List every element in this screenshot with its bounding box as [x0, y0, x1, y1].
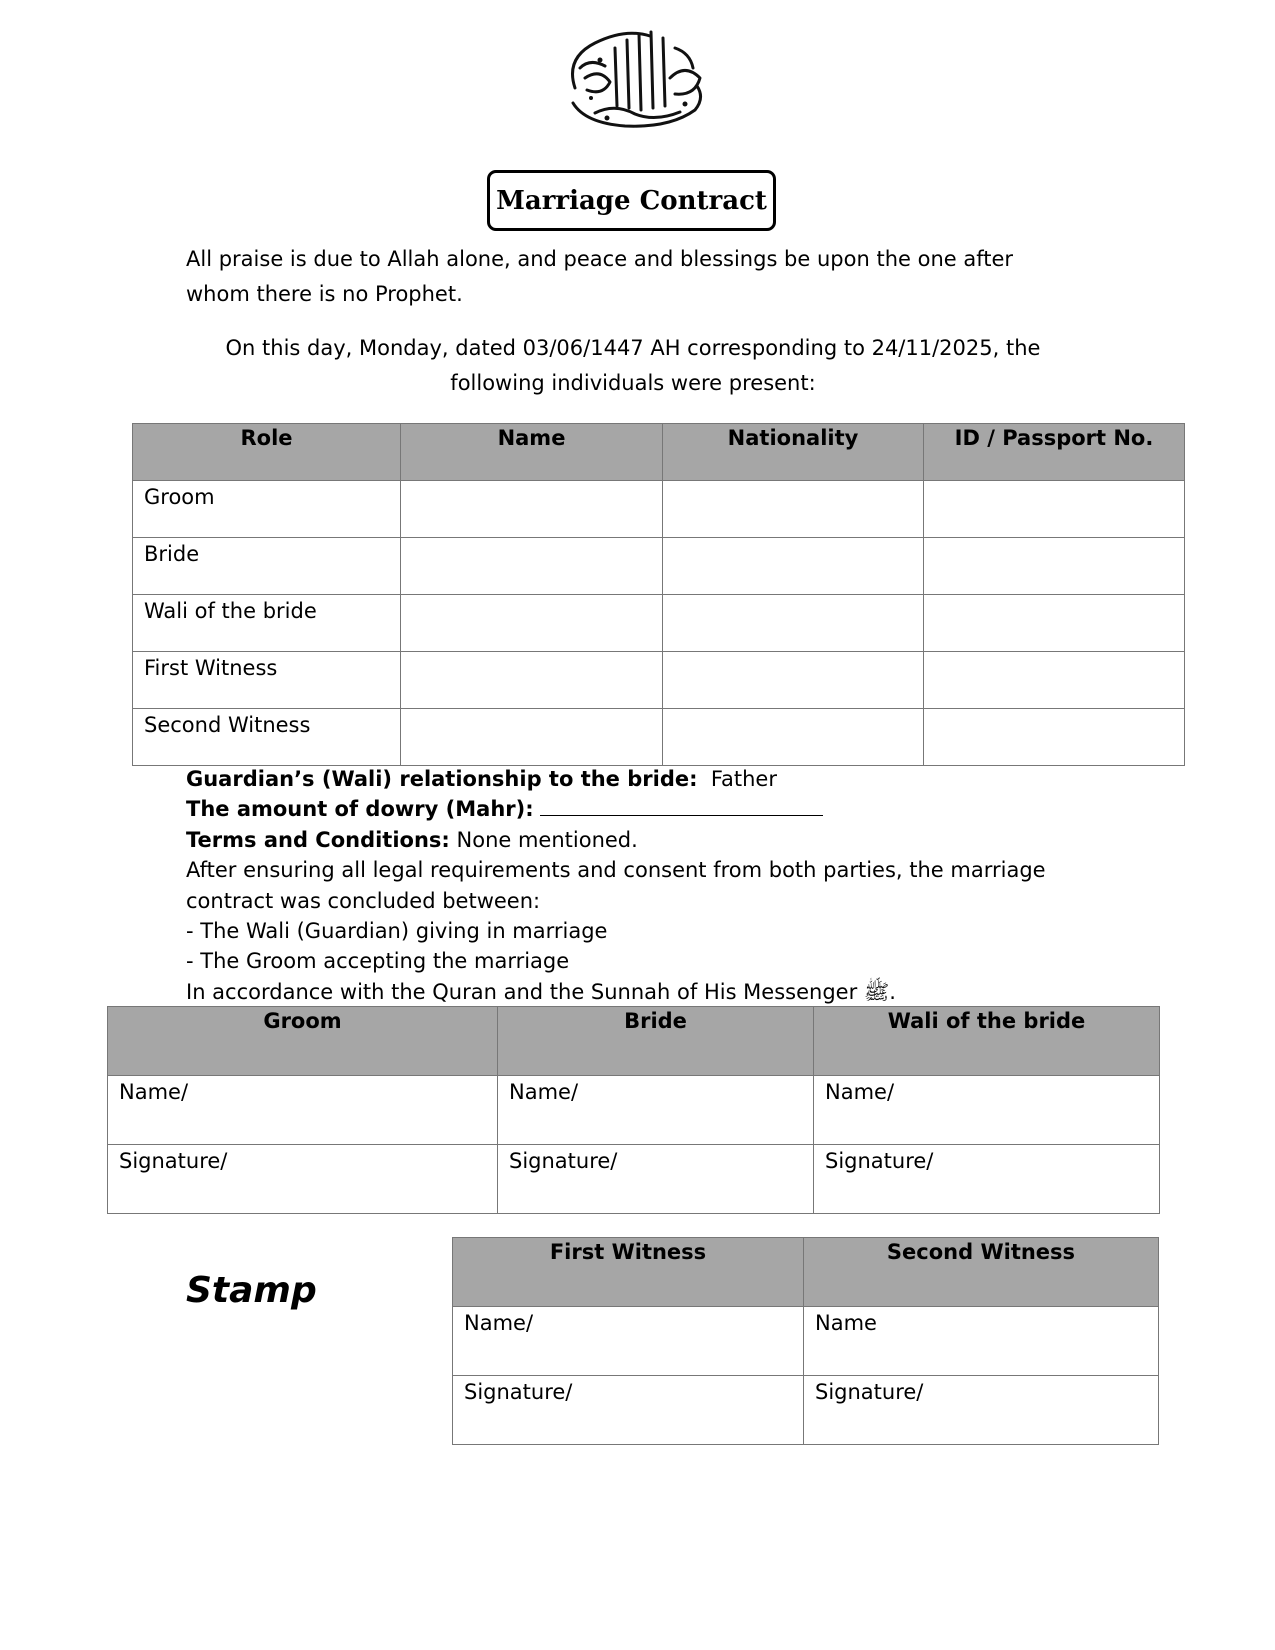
contract-details: [186, 764, 1086, 1007]
table-row: [133, 709, 1185, 766]
table-row: [133, 481, 1185, 538]
dowry-blank-field[interactable]: [540, 795, 823, 816]
second-witness-signature-field[interactable]: Signature/: [804, 1376, 1159, 1445]
header-id: ID / Passport No.: [924, 424, 1185, 481]
contract-title-text: Marriage Contract: [496, 185, 767, 216]
nationality-cell[interactable]: [663, 481, 924, 538]
role-cell: Bride: [133, 538, 401, 595]
terms-value: None mentioned.: [456, 827, 638, 852]
table-row: [453, 1307, 1159, 1376]
id-cell[interactable]: [924, 481, 1185, 538]
dowry-line: [186, 794, 1086, 824]
table-row: [453, 1376, 1159, 1445]
basmala-calligraphy: [555, 18, 715, 136]
contract-title: [487, 170, 776, 231]
role-cell: Wali of the bride: [133, 595, 401, 652]
id-cell[interactable]: [924, 538, 1185, 595]
consent-text: After ensuring all legal requirements and consent from both parties, the marriage contract was concluded between:: [186, 858, 1046, 913]
header-name: Name: [401, 424, 663, 481]
role-cell: Groom: [133, 481, 401, 538]
terms-line: [186, 825, 1086, 855]
first-witness-signature-field[interactable]: Signature/: [453, 1376, 804, 1445]
id-cell[interactable]: [924, 709, 1185, 766]
parties-table: [132, 423, 1185, 766]
terms-label: Terms and Conditions:: [186, 827, 450, 852]
name-cell[interactable]: [401, 652, 663, 709]
header-role: Role: [133, 424, 401, 481]
header-second-witness: Second Witness: [804, 1238, 1159, 1307]
role-cell: Second Witness: [133, 709, 401, 766]
party-groom-line: - The Groom accepting the marriage: [186, 949, 570, 974]
wali-relationship-value: Father: [710, 767, 777, 791]
stamp-label: Stamp: [186, 1270, 317, 1311]
header-groom: Groom: [108, 1007, 498, 1076]
groom-name-field[interactable]: Name/: [108, 1076, 498, 1145]
name-cell[interactable]: [401, 538, 663, 595]
first-witness-name-field[interactable]: Name/: [453, 1307, 804, 1376]
party-wali-line: - The Wali (Guardian) giving in marriage: [186, 919, 608, 944]
nationality-cell[interactable]: [663, 652, 924, 709]
date-paragraph: On this day, Monday, dated 03/06/1447 AH corresponding to 24/11/2025, the following individuals were present:: [225, 336, 1041, 395]
wali-relationship-line: [186, 764, 1086, 794]
table-row: [108, 1076, 1160, 1145]
id-cell[interactable]: [924, 595, 1185, 652]
nationality-cell[interactable]: [663, 538, 924, 595]
nationality-cell[interactable]: [663, 709, 924, 766]
dowry-label: The amount of dowry (Mahr):: [186, 797, 534, 822]
wali-signature-field[interactable]: Signature/: [814, 1145, 1160, 1214]
witness-table-header: [453, 1238, 1159, 1307]
table-row: [108, 1145, 1160, 1214]
witness-table: [452, 1237, 1159, 1445]
id-cell[interactable]: [924, 652, 1185, 709]
header-bride: Bride: [498, 1007, 814, 1076]
signature-table-header: [108, 1007, 1160, 1076]
nationality-cell[interactable]: [663, 595, 924, 652]
parties-table-header: [133, 424, 1185, 481]
header-first-witness: First Witness: [453, 1238, 804, 1307]
name-cell[interactable]: [401, 595, 663, 652]
wali-name-field[interactable]: Name/: [814, 1076, 1160, 1145]
name-cell[interactable]: [401, 709, 663, 766]
table-row: [133, 595, 1185, 652]
second-witness-name-field[interactable]: Name: [804, 1307, 1159, 1376]
closing-line: In accordance with the Quran and the Sunnah of His Messenger ﷺ.: [186, 979, 896, 1004]
groom-signature-field[interactable]: Signature/: [108, 1145, 498, 1214]
name-cell[interactable]: [401, 481, 663, 538]
intro-paragraph: All praise is due to Allah alone, and peace and blessings be upon the one after whom there is no Prophet.: [186, 247, 1014, 306]
role-cell: First Witness: [133, 652, 401, 709]
bride-signature-field[interactable]: Signature/: [498, 1145, 814, 1214]
wali-relationship-label: Guardian’s (Wali) relationship to the bride:: [186, 767, 698, 791]
table-row: [133, 538, 1185, 595]
table-row: [133, 652, 1185, 709]
bride-name-field[interactable]: Name/: [498, 1076, 814, 1145]
header-nationality: Nationality: [663, 424, 924, 481]
signature-table: [107, 1006, 1160, 1214]
header-wali: Wali of the bride: [814, 1007, 1160, 1076]
